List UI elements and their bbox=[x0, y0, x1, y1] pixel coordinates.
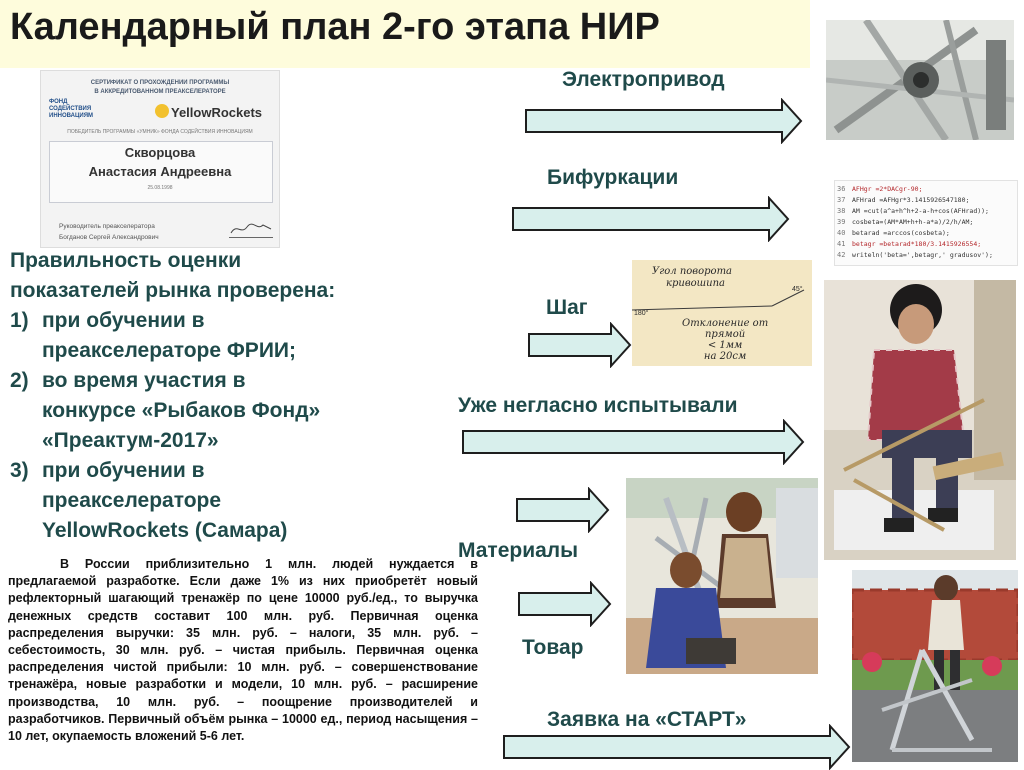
paragraph-text: В России приблизительно 1 млн. людей нуждается в предлагаемой разработке. Если даже 1% из них приобретёт новый рефлекторный шагающий тренажёр по цене 10000 руб./ед., то выручка денежных средств составит 100 млн. руб. Первичная оценка распределения выручки: 35 млн. руб. – налоги, 35 млн. руб. – себестоимость, 30 млн. руб. – чистая прибыль. Первичная оценка распределения чистой прибыли: 10 млн. руб. – совершенствование тренажёра, новые разработки и модели, 10 млн. руб. – расширение производства, 10 млн. руб. – поощрение производителей и разработчиков. Первичный объём рынка – 10000 ед., период насыщения – 10 лет, окупаемость вложений 5-6 лет. bbox=[8, 557, 478, 744]
note-line: прямой bbox=[704, 329, 746, 340]
list-item-line: конкурсе «Рыбаков Фонд» bbox=[42, 399, 321, 422]
market-heading-line2: показателей рынка проверена: bbox=[10, 279, 336, 302]
code-line: AFHrad =AFHgr*3.1415926547180; bbox=[852, 196, 970, 204]
certificate-date: 25.08.1998 bbox=[147, 185, 173, 191]
photo-product bbox=[852, 570, 1018, 762]
stage-label-tested: Уже негласно испытывали bbox=[458, 394, 738, 417]
list-item-line: при обучении в bbox=[42, 459, 205, 482]
market-paragraph bbox=[8, 556, 478, 745]
note-text-bottom bbox=[682, 318, 768, 362]
brand-logo: YellowRockets bbox=[171, 105, 263, 120]
list-item-text bbox=[42, 456, 440, 546]
market-verification bbox=[10, 246, 440, 546]
list-item-line: преакселераторе bbox=[42, 489, 222, 512]
code-line-number: 42 bbox=[837, 251, 846, 259]
arrow-right-icon bbox=[517, 581, 613, 627]
certificate-given-name: Анастасия Андреевна bbox=[88, 164, 232, 179]
fund-logo bbox=[49, 99, 109, 120]
note-right-label: 45° bbox=[792, 286, 803, 293]
note-line: Угол поворота bbox=[652, 266, 733, 277]
note-sheet-image bbox=[632, 260, 812, 366]
rocket-icon bbox=[155, 104, 169, 118]
code-lines bbox=[852, 184, 1016, 261]
arrow-right-icon bbox=[502, 724, 852, 770]
list-item-line: во время участия в bbox=[42, 369, 246, 392]
program-line: ПОБЕДИТЕЛЬ ПРОГРАММЫ «УМНИК» ФОНДА СОДЕЙСТВИЯ ИННОВАЦИЯМ bbox=[67, 129, 253, 135]
note-left-label: 180° bbox=[634, 310, 649, 317]
code-line-number: 37 bbox=[837, 196, 846, 204]
stage-label-materials: Материалы bbox=[458, 539, 579, 562]
code-line: writeln('beta=',betagr,' gradusov'); bbox=[852, 251, 993, 259]
certificate-heading-line1: СЕРТИФИКАТ О ПРОХОЖДЕНИИ ПРОГРАММЫ bbox=[90, 80, 230, 86]
code-line-number: 38 bbox=[837, 207, 846, 215]
arrow-right-icon bbox=[527, 322, 633, 368]
code-line-number: 36 bbox=[837, 185, 846, 193]
list-item-line: при обучении в bbox=[42, 309, 205, 332]
market-heading-line1: Правильность оценки bbox=[10, 249, 242, 272]
note-text-top bbox=[652, 266, 732, 290]
arrow-right-icon bbox=[515, 487, 611, 533]
certificate-surname: Скворцова bbox=[124, 145, 196, 160]
list-item-line: YellowRockets (Самара) bbox=[42, 519, 288, 542]
list-item-text bbox=[42, 306, 440, 366]
page-title: Календарный план 2-го этапа НИР bbox=[10, 6, 660, 48]
code-line-number: 40 bbox=[837, 229, 846, 237]
stage-label-step: Шаг bbox=[546, 296, 588, 319]
list-item-number: 3) bbox=[10, 459, 29, 482]
code-line: betarad =arccos(cosbeta); bbox=[852, 229, 950, 237]
photo-electric-drive bbox=[826, 20, 1014, 140]
code-line-number: 41 bbox=[837, 240, 846, 248]
stage-label-start: Заявка на «СТАРТ» bbox=[547, 708, 747, 731]
certificate-heading bbox=[41, 79, 279, 97]
list-item bbox=[10, 306, 440, 366]
certificate-heading-line2: В АККРЕДИТОВАННОМ ПРЕАКСЕЛЕРАТОРЕ bbox=[94, 89, 226, 95]
note-line: на 20см bbox=[703, 351, 747, 362]
arrow-right-icon bbox=[511, 196, 791, 242]
code-line: cosbeta=(AM*AM+h+h-a*a)/2/h/AM; bbox=[852, 218, 974, 226]
photo-testing-boy bbox=[824, 280, 1016, 560]
certificate-image bbox=[40, 70, 280, 248]
stage-label-bifurcation: Бифуркации bbox=[547, 166, 679, 189]
leader-title: Руководитель преакселератора bbox=[59, 223, 155, 230]
arrow-right-icon bbox=[524, 98, 804, 144]
note-line: кривошипа bbox=[666, 278, 725, 289]
code-line-number: 39 bbox=[837, 218, 846, 226]
list-item-number: 2) bbox=[10, 369, 29, 392]
code-line-numbers bbox=[837, 184, 849, 261]
fund-logo-line1: ФОНД СОДЕЙСТВИЯ bbox=[49, 99, 92, 112]
photo-materials bbox=[626, 478, 818, 674]
note-line: < 1мм bbox=[707, 340, 743, 351]
arrow-right-icon bbox=[461, 419, 806, 465]
list-item-text bbox=[42, 366, 440, 456]
note-line: Отклонение от bbox=[682, 318, 769, 329]
list-item-line: преакселераторе ФРИИ; bbox=[42, 339, 296, 362]
stage-label-product: Товар bbox=[522, 636, 584, 659]
code-line: betagr =betarad*180/3.1415926554; bbox=[852, 240, 982, 248]
list-item bbox=[10, 456, 440, 546]
list-item bbox=[10, 366, 440, 456]
code-line: AM =cut(a^a+h^h+2-a-h+cos(AFHrad)); bbox=[852, 207, 989, 215]
fund-logo-line2: ИННОВАЦИЯМ bbox=[49, 113, 94, 119]
list-item-number: 1) bbox=[10, 309, 29, 332]
leader-name: Богданов Сергей Александрович bbox=[59, 234, 159, 241]
list-item-line: «Преактум-2017» bbox=[42, 429, 219, 452]
code-line: AFHgr =2*DACgr-90; bbox=[852, 185, 923, 193]
stage-label-electric: Электропривод bbox=[562, 68, 725, 91]
code-snippet-image bbox=[834, 180, 1018, 266]
signature bbox=[229, 221, 273, 238]
